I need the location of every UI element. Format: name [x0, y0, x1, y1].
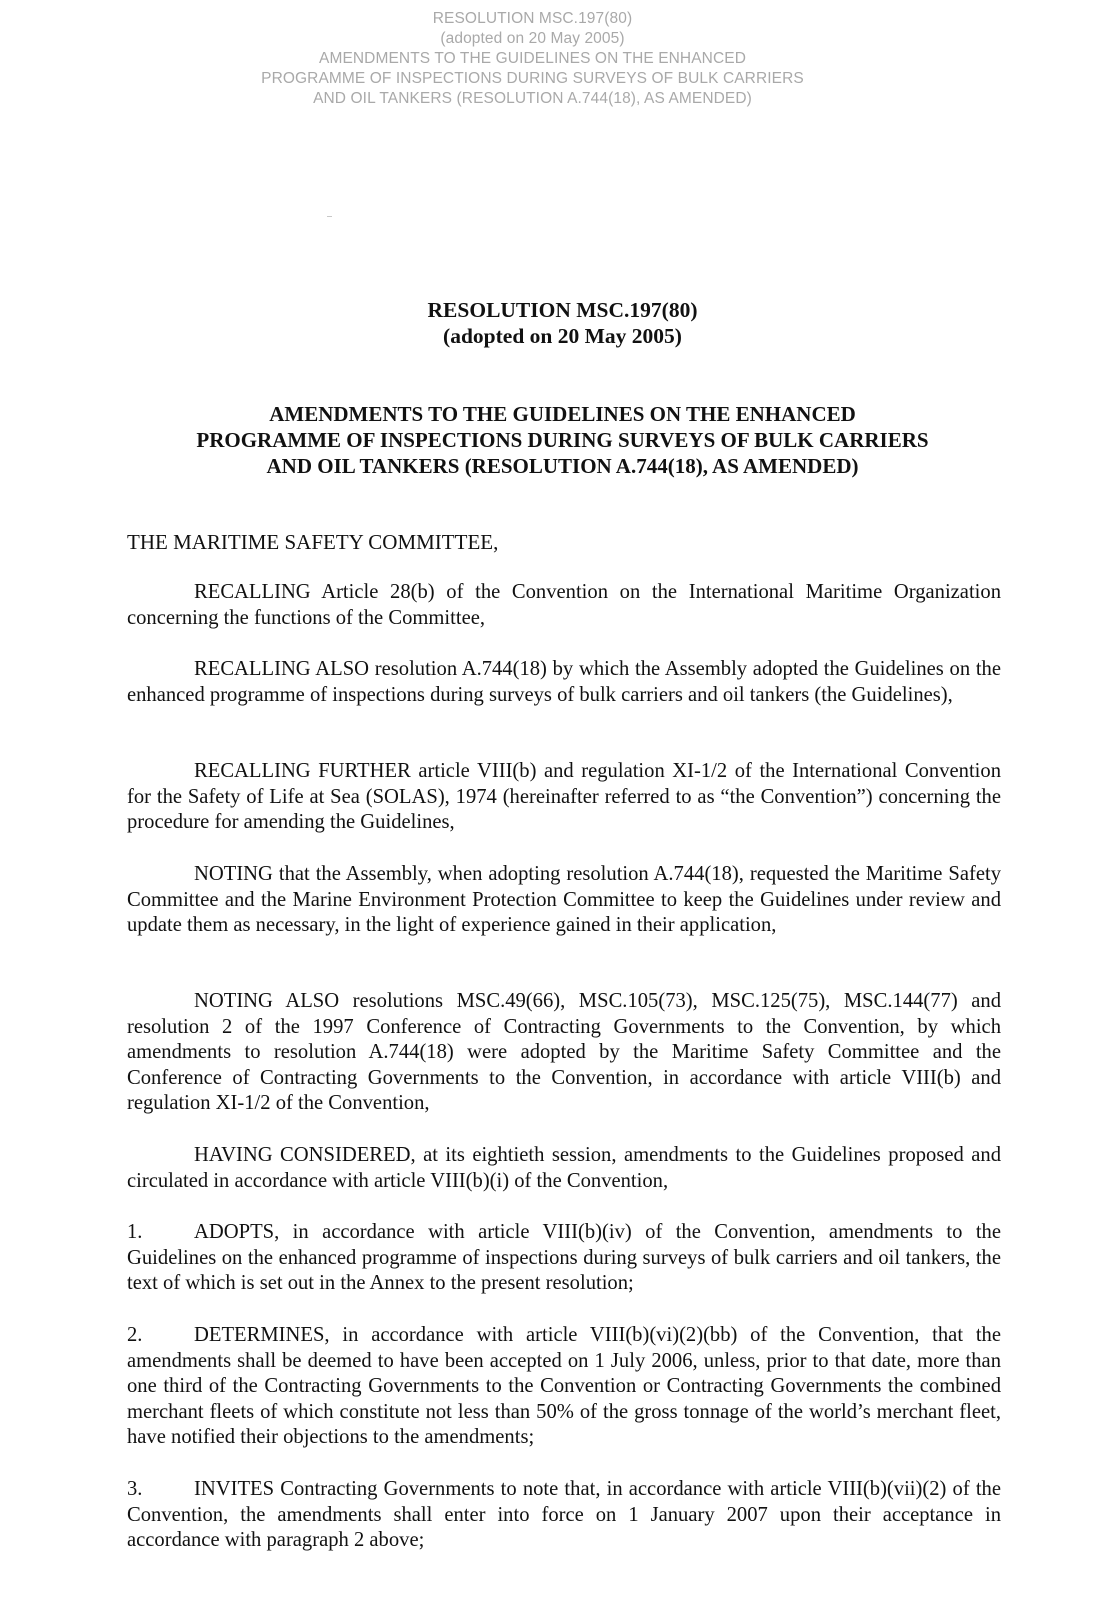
resolution-number: RESOLUTION MSC.197(80)	[427, 298, 698, 322]
preamble-paragraph: HAVING CONSIDERED, at its eightieth session, amendments to the Guidelines proposed and circulated in accordance with article VIII(b)(i) of the Convention,	[127, 1144, 1001, 1192]
operative-paragraph	[127, 1220, 1001, 1297]
running-header-line: (adopted on 20 May 2005)	[440, 30, 625, 47]
paragraph-text: ADOPTS, in accordance with article VIII(b)(iv) of the Convention, amendments to the Guidelines on the enhanced programme of inspections during surveys of bulk carriers and oil tankers, the text of which is set out in the Annex to the present resolution;	[127, 1221, 1001, 1295]
paragraph-text: DETERMINES, in accordance with article VIII(b)(vi)(2)(bb) of the Convention, that the amendments shall be deemed to have been accepted on 1 July 2006, unless, prior to that date, more than one third of the Contracting Governments to the Convention or Contracting Governments the combined merchant fleets of which constitute not less than 50% of the gross tonnage of the world’s merchant fleet, have notified their objections to the amendments;	[127, 1324, 1001, 1449]
operative-paragraph	[127, 1477, 1001, 1554]
running-header	[0, 9, 1065, 109]
running-header-line: RESOLUTION MSC.197(80)	[432, 10, 633, 27]
subtitle-line: AMENDMENTS TO THE GUIDELINES ON THE ENHANCED	[269, 402, 856, 426]
subtitle-line: PROGRAMME OF INSPECTIONS DURING SURVEYS OF BULK CARRIERS	[196, 428, 929, 452]
preamble-paragraph: RECALLING ALSO resolution A.744(18) by which the Assembly adopted the Guidelines on the enhanced programme of inspections during surveys of bulk carriers and oil tankers (the Guidelines),	[127, 658, 1001, 706]
running-header-line: AMENDMENTS TO THE GUIDELINES ON THE ENHANCED	[319, 50, 746, 67]
document-subtitle	[0, 401, 1093, 479]
paragraph-number: 2.	[127, 1324, 143, 1346]
paragraph-number: 3.	[127, 1478, 143, 1500]
paragraph-text: INVITES Contracting Governments to note that, in accordance with article VIII(b)(vii)(2) of the Convention, the amendments shall enter into force on 1 January 2007 upon their acceptance in accordance with paragraph 2 above;	[127, 1478, 1001, 1552]
operative-paragraph	[127, 1323, 1001, 1451]
scan-artifact	[327, 216, 332, 217]
preamble-paragraph: RECALLING Article 28(b) of the Convention on the International Maritime Organization concerning the functions of the Committee,	[127, 581, 1001, 629]
preamble-paragraph: RECALLING FURTHER article VIII(b) and regulation XI-1/2 of the International Convention for the Safety of Life at Sea (SOLAS), 1974 (hereinafter referred to as “the Convention”) concerning the procedure for amending the Guidelines,	[127, 760, 1001, 834]
adoption-date: (adopted on 20 May 2005)	[443, 324, 682, 348]
committee-heading: THE MARITIME SAFETY COMMITTEE,	[127, 530, 499, 554]
running-header-line: PROGRAMME OF INSPECTIONS DURING SURVEYS OF BULK CARRIERS	[261, 70, 804, 87]
running-header-line: AND OIL TANKERS (RESOLUTION A.744(18), AS AMENDED)	[313, 90, 752, 107]
subtitle-line: AND OIL TANKERS (RESOLUTION A.744(18), AS AMENDED)	[266, 454, 859, 478]
preamble-paragraph: NOTING ALSO resolutions MSC.49(66), MSC.105(73), MSC.125(75), MSC.144(77) and resolution 2 of the 1997 Conference of Contracting Governments to the Convention, by which amendments to resolution A.744(18) were adopted by the Maritime Safety Committee and the Conference of Contracting Governments to the Convention, in accordance with article VIII(b) and regulation XI-1/2 of the Convention,	[127, 990, 1001, 1115]
preamble-paragraph: NOTING that the Assembly, when adopting resolution A.744(18), requested the Maritime Safety Committee and the Marine Environment Protection Committee to keep the Guidelines under review and update them as necessary, in the light of experience gained in their application,	[127, 863, 1001, 937]
paragraph-number: 1.	[127, 1221, 143, 1243]
document-title	[0, 297, 1093, 349]
